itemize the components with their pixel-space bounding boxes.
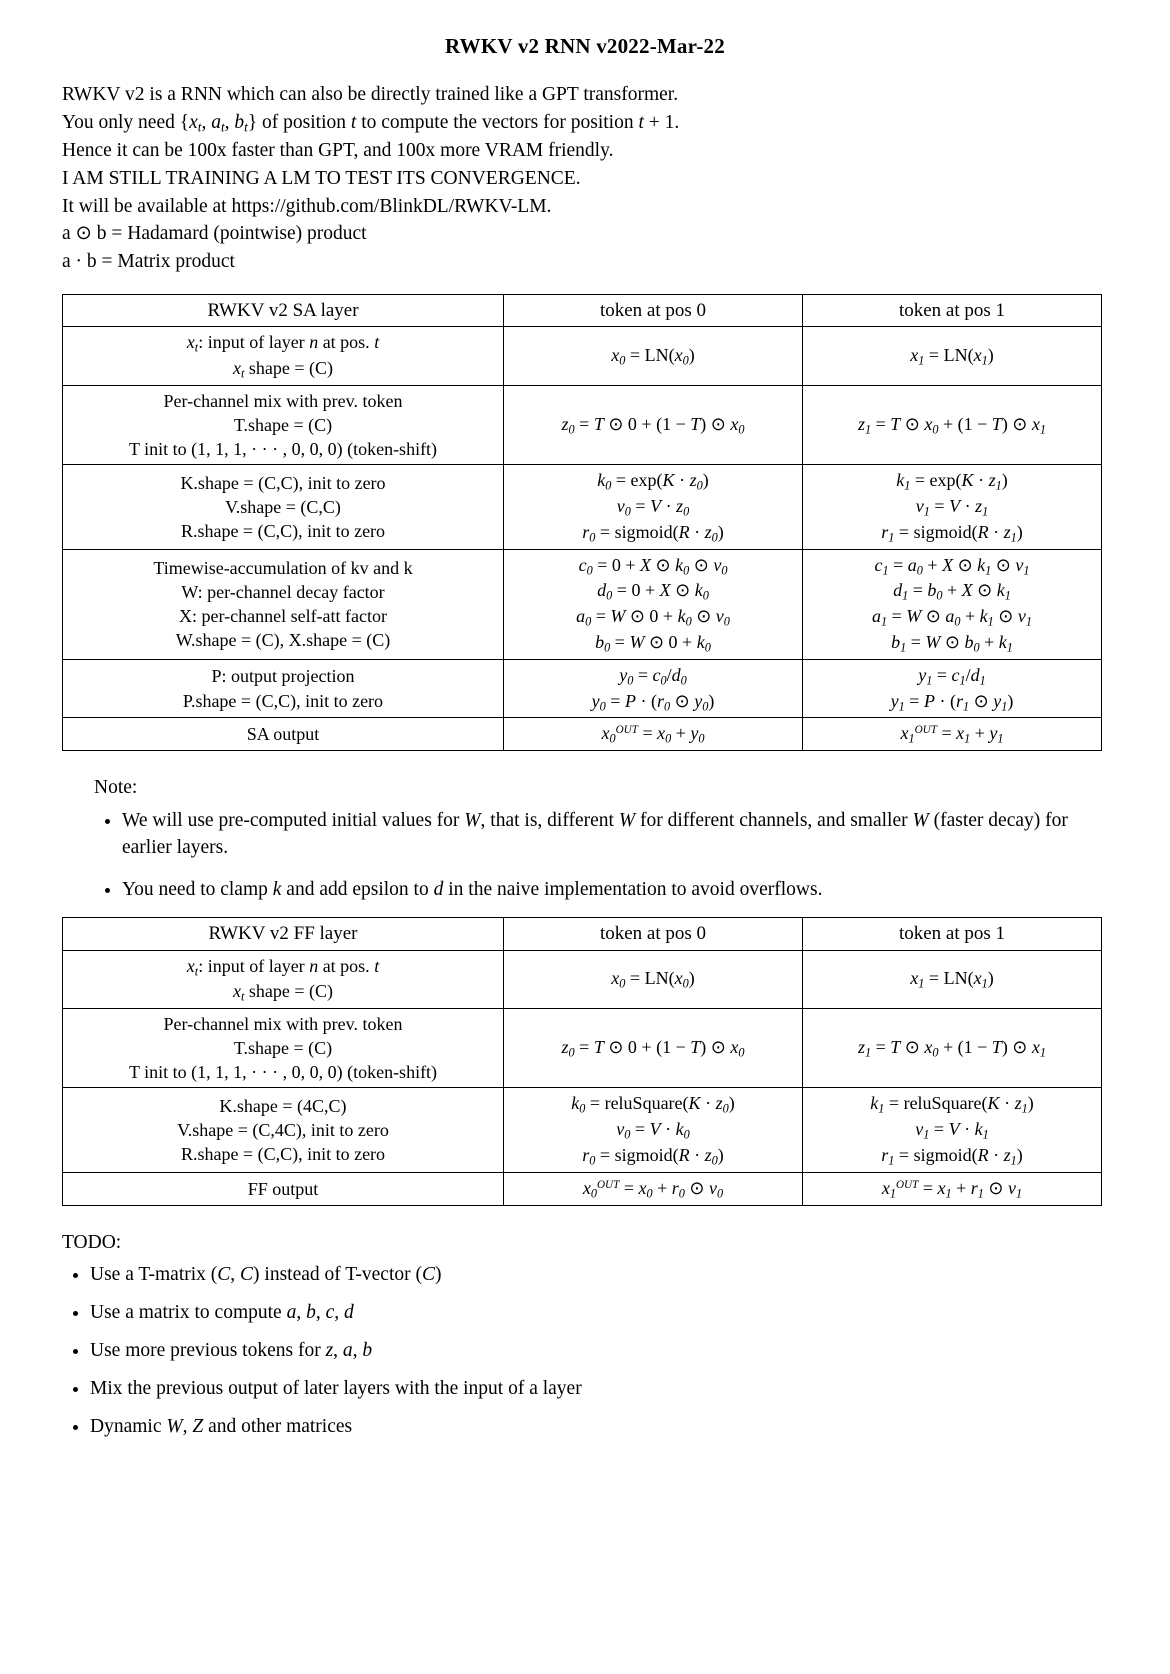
intro-line-7: a · b = Matrix product <box>62 250 235 272</box>
ff-row3-left: K.shape = (4C,C) V.shape = (C,4C), init to zero R.shape = (C,C), init to zero <box>63 1088 504 1172</box>
ff-output-pos1: $x_1^{OUT} = x_1 + r_1$ ⊙ $v_1$ <box>803 1172 1102 1205</box>
sa-row1-pos1: $x_1 = LN(x_1)$ <box>803 327 1102 386</box>
sa-row5-left: P: output projection P.shape = (C,C), init to zero <box>63 659 504 718</box>
sa-output-label: SA output <box>63 718 504 751</box>
ff-header-pos1: token at pos 1 <box>803 918 1102 950</box>
intro-line-2: You only need {$x_t$, $a_t$, $b_t$} of position t to compute the vectors for position t + 1. <box>62 111 680 135</box>
ff-output-label: FF output <box>63 1172 504 1205</box>
todo-list <box>64 1264 1118 1438</box>
note-list <box>96 807 1118 903</box>
ff-output-pos0: $x_0^{OUT} = x_0 + r_0$ ⊙ $v_0$ <box>504 1172 803 1205</box>
intro-line-5: It will be available at https://github.com/BlinkDL/RWKV-LM. <box>62 195 552 217</box>
table-row <box>63 385 1102 464</box>
table-row <box>63 465 1102 549</box>
ff-row2-pos0: $z_0 = T$ ⊙ 0 + (1 − T) ⊙ $x_0$ <box>504 1009 803 1088</box>
intro-line-4: I AM STILL TRAINING A LM TO TEST ITS CONVERGENCE. <box>62 167 581 189</box>
intro-line-3: Hence it can be 100x faster than GPT, and 100x more VRAM friendly. <box>62 140 614 162</box>
todo-item: • Use a T-matrix (C, C) instead of T-vector (C) <box>90 1264 1118 1286</box>
table-row <box>63 718 1102 751</box>
ff-row1-pos0: $x_0 = LN(x_0)$ <box>504 950 803 1009</box>
sa-row2-pos1: $z_1 = T$ ⊙ $x_0 + (1 - T)$ ⊙ $x_1$ <box>803 385 1102 464</box>
table-row <box>63 327 1102 386</box>
intro-line-1: RWKV v2 is a RNN which can also be directly trained like a GPT transformer. <box>62 84 679 105</box>
ff-row2-pos1: $z_1 = T$ ⊙ $x_0 + (1 - T)$ ⊙ $x_1$ <box>803 1009 1102 1088</box>
table-row <box>63 950 1102 1009</box>
sa-row4-pos0: $c_0 = 0 + X$ ⊙ $k_0$ ⊙ $v_0$ $d_0 = 0 + X$ ⊙ $k_0$ $a_0 = W$ ⊙ $0 + k_0$ ⊙ $v_0$ $b_0 = W$ ⊙ $0 + k_0$ <box>504 549 803 659</box>
sa-output-pos0: $x_0^{OUT} = x_0 + y_0$ <box>504 718 803 751</box>
ff-row2-left: Per-channel mix with prev. token T.shape = (C) T init to (1, 1, 1, · · · , 0, 0, 0) (token-shift) <box>63 1009 504 1088</box>
ff-header-pos0: token at pos 0 <box>504 918 803 950</box>
table-header-row <box>63 294 1102 326</box>
todo-item: • Dynamic W, Z and other matrices <box>90 1416 1118 1438</box>
table-row <box>63 1172 1102 1205</box>
todo-item: • Use a matrix to compute a, b, c, d <box>90 1302 1118 1324</box>
sa-header-layer: RWKV v2 SA layer <box>63 294 504 326</box>
sa-row4-pos1: $c_1 = a_0 + X$ ⊙ $k_1$ ⊙ $v_1$ $d_1 = b_0 + X$ ⊙ $k_1$ $a_1 = W$ ⊙ $a_0 + k_1$ ⊙ $v_1$ $b_1 = W$ ⊙ $b_0 + k_1$ <box>803 549 1102 659</box>
ff-row3-pos0: $k_0$ = reluSquare(K · $z_0$) $v_0 = V \cdot k_0$ $r_0$ = sigmoid(R · $z_0$) <box>504 1088 803 1172</box>
ff-row1-pos1: $x_1 = LN(x_1)$ <box>803 950 1102 1009</box>
ff-row3-pos1: $k_1$ = reluSquare(K · $z_1$) $v_1 = V \cdot k_1$ $r_1$ = sigmoid(R · $z_1$) <box>803 1088 1102 1172</box>
sa-row4-left: Timewise-accumulation of kv and k W: per-channel decay factor X: per-channel self-att factor W.shape = (C), X.shape = (C) <box>63 549 504 659</box>
sa-output-pos1: $x_1^{OUT} = x_1 + y_1$ <box>803 718 1102 751</box>
sa-row5-pos1: $y_1 = c_1/d_1$ $y_1 = P \cdot (r_1$ ⊙ $y_1$) <box>803 659 1102 718</box>
sa-row3-left: K.shape = (C,C), init to zero V.shape = (C,C) R.shape = (C,C), init to zero <box>63 465 504 549</box>
table-row <box>63 1009 1102 1088</box>
table-row <box>63 1088 1102 1172</box>
sa-header-pos1: token at pos 1 <box>803 294 1102 326</box>
sa-row3-pos0: $k_0 = \exp(K \cdot z_0)$ $v_0 = V \cdot z_0$ $r_0$ = sigmoid(R · $z_0$) <box>504 465 803 549</box>
table-row <box>63 549 1102 659</box>
sa-row3-pos1: $k_1 = \exp(K \cdot z_1)$ $v_1 = V \cdot z_1$ $r_1$ = sigmoid(R · $z_1$) <box>803 465 1102 549</box>
sa-row1-pos0: $x_0 = LN(x_0)$ <box>504 327 803 386</box>
page-title: RWKV v2 RNN v2022-Mar-22 <box>445 34 725 58</box>
sa-layer-table <box>62 294 1102 752</box>
note-item: • You need to clamp k and add epsilon to d in the naive implementation to avoid overflows. <box>122 876 1118 903</box>
ff-row1-left: $x_t$: input of layer n at pos. t $x_t$ shape = (C) <box>63 950 504 1009</box>
table-row <box>63 659 1102 718</box>
table-header-row <box>63 918 1102 950</box>
intro-line-6: a ⊙ b = Hadamard (pointwise) product <box>62 223 367 245</box>
note-heading: Note: <box>94 777 138 799</box>
todo-item: • Mix the previous output of later layers with the input of a layer <box>90 1378 1118 1400</box>
sa-row1-left: $x_t$: input of layer n at pos. t $x_t$ shape = (C) <box>63 327 504 386</box>
sa-row5-pos0: $y_0 = c_0/d_0$ $y_0 = P \cdot (r_0$ ⊙ $y_0$) <box>504 659 803 718</box>
todo-item: • Use more previous tokens for z, a, b <box>90 1340 1118 1362</box>
sa-row2-pos0: $z_0 = T$ ⊙ 0 + (1 − T) ⊙ $x_0$ <box>504 385 803 464</box>
sa-row2-left: Per-channel mix with prev. token T.shape = (C) T init to (1, 1, 1, · · · , 0, 0, 0) (token-shift) <box>63 385 504 464</box>
note-item: • We will use pre-computed initial values for W, that is, different W for different channels, and smaller W (faster decay) for earlier layers. <box>122 807 1118 862</box>
ff-header-layer: RWKV v2 FF layer <box>63 918 504 950</box>
sa-header-pos0: token at pos 0 <box>504 294 803 326</box>
todo-heading: TODO: <box>62 1231 122 1253</box>
intro-paragraph <box>62 81 1118 276</box>
ff-layer-table <box>62 917 1102 1206</box>
